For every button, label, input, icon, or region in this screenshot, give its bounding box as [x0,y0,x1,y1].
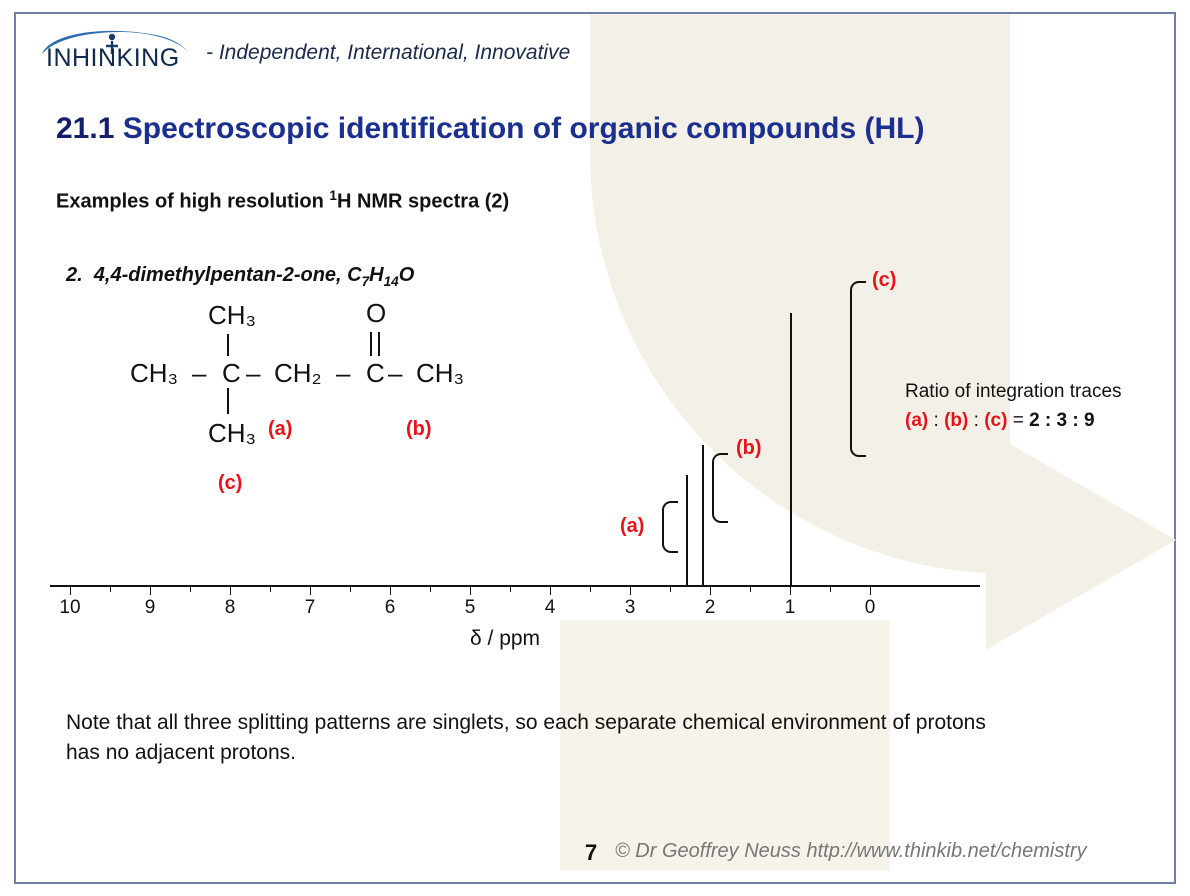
page-number: 7 [585,840,598,865]
ratio-values: 2 : 3 : 9 [1029,409,1095,431]
atom-o: O [366,298,387,328]
title-text: Spectroscopic identification of organic compounds (HL) [122,112,925,145]
axis-label-4: 4 [544,597,556,618]
atom-ch3-left: CH₃ [130,358,179,388]
page-subtitle: Examples of high resolution $^1$H NMR spectra (2) [56,188,510,213]
axis-tick-6 [390,587,391,595]
axis-tick-minor-8-5 [190,587,191,592]
note-text: Note that all three splitting patterns are singlets, so each separate chemical environment of protons has no adjacent protons. [66,711,986,765]
logo-wordmark: INHINKING [46,44,180,72]
axis-label-6: 6 [384,597,396,618]
peak-b [702,445,704,585]
axis-tick-minor-6-5 [350,587,351,592]
brand-tagline: - Independent, International, Innovative [206,41,571,64]
axis-label-5: 5 [464,597,476,618]
bond-dash-3: – [336,358,351,388]
ratio-sep-1: : [928,409,945,431]
background-shape-triangle [986,430,1176,650]
axis-label-3: 3 [624,597,636,618]
compound-heading: 2. 4,4-dimethylpentan-2-one, $C_7H_{14}O$ [66,264,415,289]
bond-dash-4: – [388,358,403,388]
ratio-sep-2: : [968,409,985,431]
atom-c-carbonyl: C [366,358,385,388]
axis-caption: δ / ppm [470,627,541,650]
peak-a [686,475,688,585]
axis-tick-7 [310,587,311,595]
inthinking-logo [40,30,190,76]
peak-label-b: (b) [736,437,762,459]
bond-dash-2: – [246,358,261,388]
axis-tick-0 [870,587,871,595]
ratio-label-a: (a) [905,409,929,431]
atom-ch2: CH₂ [274,358,322,388]
axis-tick-minor-5-5 [430,587,431,592]
structure-label-b: (b) [406,418,432,440]
brand-header [40,30,570,76]
axis-label-2: 2 [704,597,716,618]
credit-line: © Dr Geoffrey Neuss http://www.thinkib.net/chemistry [615,840,1087,862]
ratio-label-b: (b) [944,409,969,431]
bond-dash-1: – [192,358,207,388]
nmr-spectrum [50,255,990,655]
integration-trace-c [850,281,866,457]
atom-ch3-bottom: CH₃ [208,418,257,448]
axis-tick-9 [150,587,151,595]
axis-tick-2 [710,587,711,595]
page-title [56,112,924,146]
axis-tick-5 [470,587,471,595]
ratio-label-c: (c) [984,409,1008,431]
axis-tick-minor-2-5 [670,587,671,592]
peak-label-c: (c) [872,269,897,291]
atom-ch3-top: CH₃ [208,300,257,330]
axis-tick-minor-9-5 [110,587,111,592]
axis-label-10: 10 [59,597,81,618]
structure-label-a: (a) [268,418,293,440]
ratio-equals: = [1007,409,1030,431]
axis-label-0: 0 [864,597,876,618]
axis-tick-3 [630,587,631,595]
integration-trace-a [662,501,678,553]
integration-trace-b [712,453,728,523]
axis-tick-1 [790,587,791,595]
atom-c-quaternary: C [222,358,241,388]
peak-c [790,313,792,585]
axis-tick-10 [70,587,71,595]
atom-ch3-right: CH₃ [416,358,465,388]
axis-tick-8 [230,587,231,595]
axis-label-7: 7 [304,597,316,618]
axis-tick-minor-7-5 [270,587,271,592]
axis-tick-4 [550,587,551,595]
axis-tick-minor-0-5 [830,587,831,592]
peak-label-a: (a) [620,515,645,537]
structure-label-c: (c) [218,472,243,494]
axis-tick-minor-1-5 [750,587,751,592]
ratio-caption: Ratio of integration traces [905,381,1122,402]
axis-label-9: 9 [144,597,156,618]
axis-label-8: 8 [224,597,236,618]
axis-tick-minor-4-5 [510,587,511,592]
topic-number: 21.1 [56,112,115,145]
axis-label-1: 1 [784,597,796,618]
axis-tick-minor-3-5 [590,587,591,592]
